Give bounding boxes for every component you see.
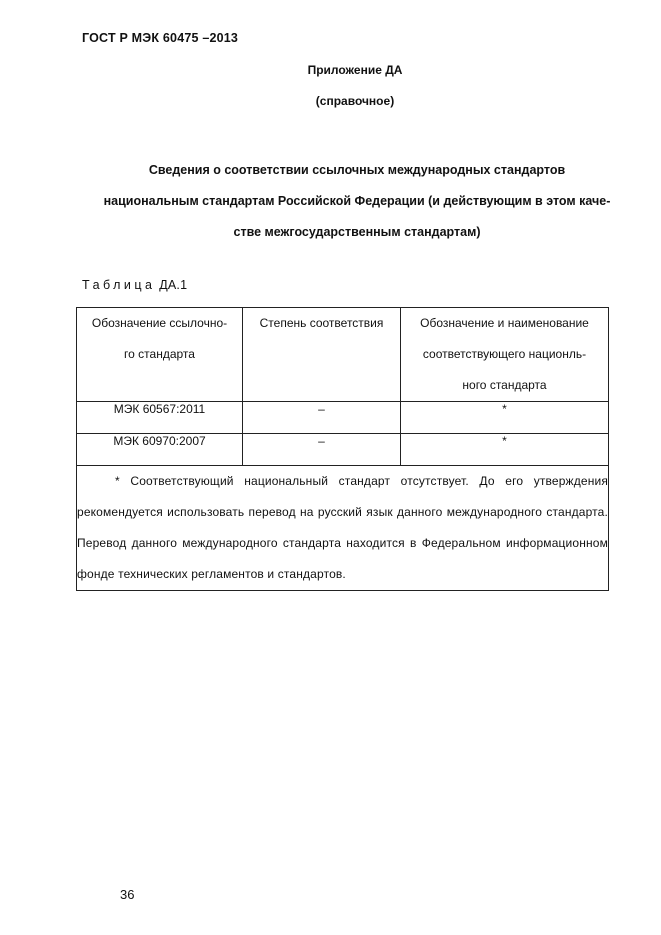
annex-heading-line-1: Сведения о соответствии ссылочных международных стандартов xyxy=(148,163,566,177)
header-national-standard-line-2: соответствующего национль- xyxy=(422,347,587,361)
header-national-standard xyxy=(401,308,609,402)
annex-heading-line-3: стве межгосударственным стандартам) xyxy=(233,225,481,239)
header-degree-of-conformity xyxy=(243,308,401,402)
table-row xyxy=(77,434,609,466)
annex-heading-line-2: национальным стандартам Российской Федерации (и действующим в этом каче- xyxy=(103,194,611,208)
document-code: ГОСТ Р МЭК 60475 –2013 xyxy=(82,31,239,45)
header-reference-standard-line-1: Обозначение ссылочно- xyxy=(91,316,228,330)
annex-title: Приложение ДА xyxy=(307,63,403,77)
header-reference-standard xyxy=(77,308,243,402)
cell-national-standard: * xyxy=(401,402,609,434)
reference-standards-table xyxy=(76,307,609,591)
table-label-number: ДА.1 xyxy=(159,278,188,292)
cell-reference-standard: МЭК 60567:2011 xyxy=(77,402,243,434)
table-footnote-text: * Соответствующий национальный стандарт отсутствует. До его утверждения рекомендуется использовать перевод на русский язык данного международного стандарта. Перевод данного международного стандарта находится в Федеральном информационном фонде технических регламентов и стандартов. xyxy=(77,474,608,581)
annex-heading xyxy=(62,155,652,248)
table-label-prefix: Таблица xyxy=(82,278,156,292)
header-degree-of-conformity-line-1: Степень соответствия xyxy=(259,316,384,330)
cell-reference-standard: МЭК 60970:2007 xyxy=(77,434,243,466)
cell-national-standard: * xyxy=(401,434,609,466)
table-row xyxy=(77,402,609,434)
table-footnote-row xyxy=(77,466,609,591)
header-reference-standard-line-2: го стандарта xyxy=(124,347,195,361)
cell-degree-of-conformity: – xyxy=(243,434,401,466)
annex-type: (справочное) xyxy=(315,94,395,108)
cell-degree-of-conformity: – xyxy=(243,402,401,434)
table-header-row xyxy=(77,308,609,402)
header-national-standard-line-1: Обозначение и наименование xyxy=(420,316,589,330)
header-national-standard-line-3: ного стандарта xyxy=(462,378,547,392)
table-footnote xyxy=(77,466,609,591)
page-number: 36 xyxy=(120,887,135,902)
table-label xyxy=(82,278,187,292)
